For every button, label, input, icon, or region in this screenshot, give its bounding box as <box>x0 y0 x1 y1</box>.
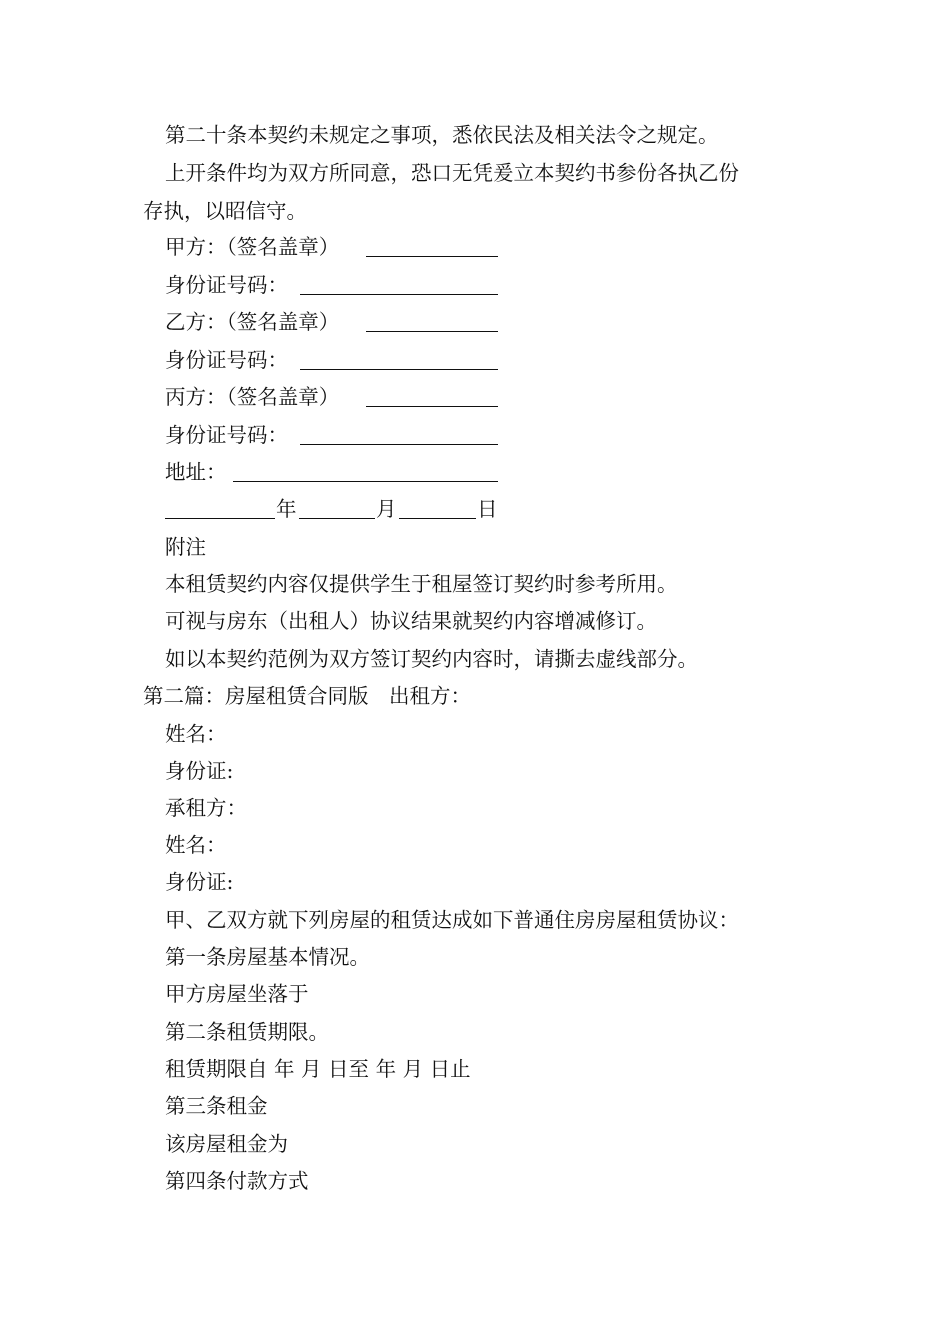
lessee-label: 承租方： <box>165 796 247 820</box>
article-2-heading: 第二条租赁期限。 <box>165 1020 329 1044</box>
address-blank <box>233 481 498 482</box>
date-month-blank <box>299 518 375 519</box>
note-3: 如以本契约范例为双方签订契约内容时，请撕去虚线部分。 <box>165 647 698 671</box>
party-b-id-blank <box>300 369 498 370</box>
lease-term: 租赁期限自 年 月 日至 年 月 日止 <box>165 1057 471 1081</box>
date-month-label: 月 <box>376 497 397 521</box>
agreement-line-2: 存执，以昭信守。 <box>143 199 307 223</box>
rent-amount: 该房屋租金为 <box>165 1132 288 1156</box>
article-3-heading: 第三条租金 <box>165 1094 268 1118</box>
party-c-signature-blank <box>366 406 498 407</box>
party-c-signature-label: 丙方：（签名盖章） <box>165 385 340 409</box>
date-year-label: 年 <box>276 497 297 521</box>
article-20: 第二十条本契约未规定之事项，悉依民法及相关法令之规定。 <box>165 123 719 147</box>
lessor-id-label: 身份证: <box>165 759 234 783</box>
article-1-heading: 第一条房屋基本情况。 <box>165 945 370 969</box>
address-label: 地址： <box>165 460 227 484</box>
second-contract-title: 第二篇：房屋租赁合同版 出租方： <box>143 684 471 708</box>
party-a-id-label: 身份证号码： <box>165 273 288 297</box>
party-a-signature-label: 甲方：（签名盖章） <box>165 235 340 259</box>
date-day-blank <box>399 518 476 519</box>
date-day-label: 日 <box>477 497 498 521</box>
lessor-name-label: 姓名： <box>165 722 227 746</box>
date-year-blank <box>165 518 275 519</box>
party-b-signature-blank <box>366 331 498 332</box>
party-b-signature-label: 乙方：（签名盖章） <box>165 310 340 334</box>
party-b-id-label: 身份证号码： <box>165 348 288 372</box>
agreement-intro: 甲、乙双方就下列房屋的租赁达成如下普通住房房屋租赁协议： <box>165 908 739 932</box>
article-4-heading: 第四条付款方式 <box>165 1169 309 1193</box>
party-c-id-label: 身份证号码： <box>165 423 288 447</box>
lessee-name-label: 姓名： <box>165 833 227 857</box>
party-a-id-blank <box>300 294 498 295</box>
notes-heading: 附注 <box>165 535 206 559</box>
party-a-signature-blank <box>366 256 498 257</box>
house-location: 甲方房屋坐落于 <box>165 982 309 1006</box>
lessee-id-label: 身份证: <box>165 870 234 894</box>
party-c-id-blank <box>300 444 498 445</box>
agreement-line-1: 上开条件均为双方所同意，恐口无凭爰立本契约书参份各执乙份 <box>165 161 739 185</box>
note-2: 可视与房东（出租人）协议结果就契约内容增减修订。 <box>165 609 657 633</box>
note-1: 本租赁契约内容仅提供学生于租屋签订契约时参考所用。 <box>165 572 678 596</box>
